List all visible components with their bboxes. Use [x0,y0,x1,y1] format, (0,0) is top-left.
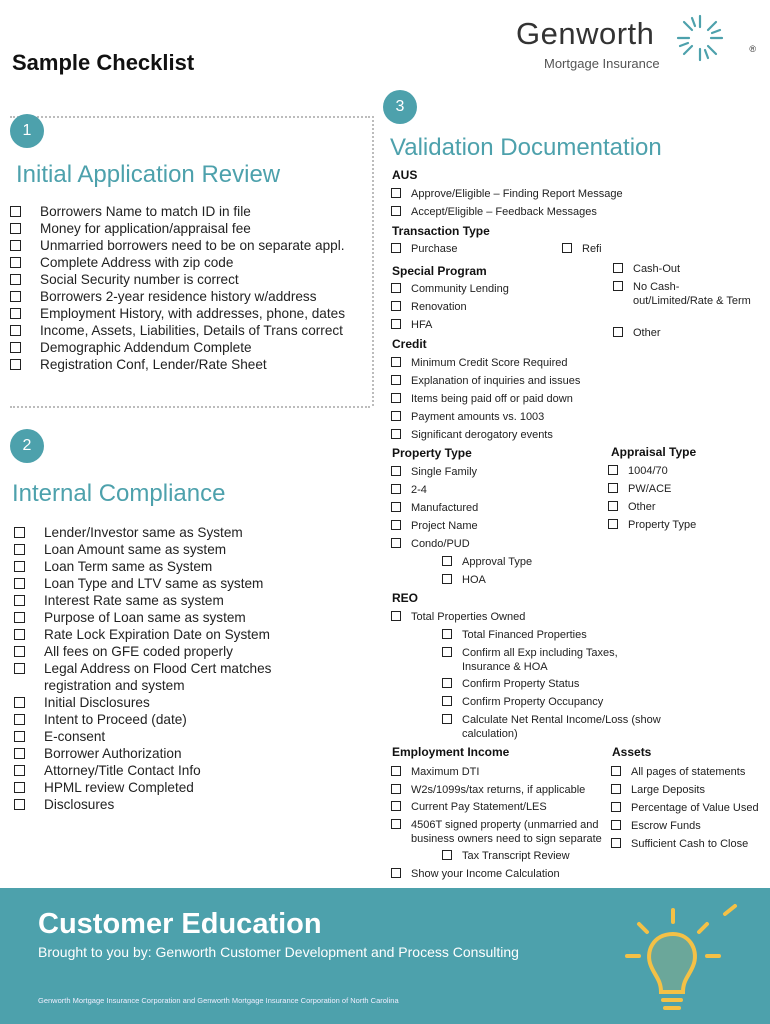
checkbox-icon[interactable] [442,647,452,657]
checklist-item-label: Complete Address with zip code [40,255,234,270]
checklist-item [14,796,334,813]
checklist-item [608,464,668,478]
checkbox-icon[interactable] [391,429,401,439]
checklist-item-label: Project Name [411,520,478,532]
checkbox-icon[interactable] [391,502,401,512]
checkbox-icon[interactable] [391,206,401,216]
checklist-item [391,519,478,533]
checklist-item-label: Unmarried borrowers need to be on separate appl. [40,238,345,253]
checklist-item [562,242,602,256]
checkbox-icon[interactable] [613,281,623,291]
checkbox-icon[interactable] [14,748,25,759]
checklist-item [391,501,478,515]
checkbox-icon[interactable] [611,784,621,794]
section-3-badge: 3 [383,90,417,124]
divider-vertical [372,116,374,406]
checklist-item [14,779,334,796]
checklist-item-label: Borrowers 2-year residence history w/address [40,289,317,304]
checklist-item [442,555,532,569]
checkbox-icon[interactable] [608,501,618,511]
checklist-item-label: Community Lending [411,283,509,295]
logo-wordmark: Genworth [516,16,655,51]
checklist-item [391,410,544,424]
checklist-item-label: Loan Term same as System [44,559,213,574]
section-3-heading: Validation Documentation [390,134,662,161]
checkbox-icon[interactable] [391,538,401,548]
checklist-item-label: Registration Conf, Lender/Rate Sheet [40,357,267,372]
checklist-item [10,203,370,220]
checklist-item-label: 1004/70 [628,465,668,477]
checkbox-icon[interactable] [391,243,401,253]
checkbox-icon[interactable] [14,646,25,657]
checkbox-icon[interactable] [14,612,25,623]
checklist-item [10,237,370,254]
checklist-item [14,558,334,575]
section-2-checklist [14,524,334,813]
checklist-item-label: HPML review Completed [44,780,194,795]
checklist-item-label: Sufficient Cash to Close [631,838,749,850]
checklist-item [391,318,432,332]
checkbox-icon[interactable] [10,206,21,217]
special-program-heading: Special Program [392,264,487,278]
transaction-type-heading: Transaction Type [392,224,490,238]
checklist-item [10,305,370,322]
checkbox-icon[interactable] [10,342,21,353]
checklist-item [391,242,457,256]
checklist-item-label: Single Family [411,466,478,478]
checkbox-icon[interactable] [391,283,401,293]
checkbox-icon[interactable] [391,801,401,811]
checkbox-icon[interactable] [391,375,401,385]
checkbox-icon[interactable] [611,802,621,812]
checklist-item-label: W2s/1099s/tax returns, if applicable [411,784,586,796]
checklist-item-label: Purpose of Loan same as system [44,610,246,625]
checklist-item-label: Explanation of inquiries and issues [411,375,581,387]
checklist-item [14,694,334,711]
checklist-item-label: HFA [411,319,433,331]
logo-subtitle: Mortgage Insurance [544,56,660,71]
checklist-item-label: Money for application/appraisal fee [40,221,251,236]
checklist-item [613,280,758,308]
genworth-starburst-icon [674,12,726,64]
checkbox-icon[interactable] [391,766,401,776]
checklist-item [442,628,587,642]
checklist-item-label: Large Deposits [631,784,705,796]
divider-mid-left [10,406,370,408]
footer-subtitle: Brought to you by: Genworth Customer Development and Process Consulting [38,944,519,960]
genworth-logo [516,10,756,72]
checkbox-icon[interactable] [391,188,401,198]
employment-income-heading: Employment Income [392,745,510,759]
checkbox-icon[interactable] [391,319,401,329]
checkbox-icon[interactable] [442,556,452,566]
checkbox-icon[interactable] [391,611,401,621]
checklist-item [391,300,467,314]
checklist-item-label: Disclosures [44,797,115,812]
checkbox-icon[interactable] [14,782,25,793]
checkbox-icon[interactable] [611,766,621,776]
checklist-item-label: Refi [582,243,602,255]
checklist-item-label: Income, Assets, Liabilities, Details of Trans correct [40,323,343,338]
checkbox-icon[interactable] [14,561,25,572]
checklist-item [442,573,486,587]
checkbox-icon[interactable] [14,731,25,742]
section-1-badge: 1 [10,114,44,148]
checkbox-icon[interactable] [10,274,21,285]
checkbox-icon[interactable] [442,574,452,584]
footer-title: Customer Education [38,908,322,940]
checklist-item [14,575,334,592]
checkbox-icon[interactable] [608,519,618,529]
section-1-checklist [10,203,370,373]
checklist-item-label: Legal Address on Flood Cert matches registration and system [44,661,272,693]
checkbox-icon[interactable] [442,629,452,639]
checkbox-icon[interactable] [14,544,25,555]
checkbox-icon[interactable] [14,765,25,776]
checklist-item [611,801,770,815]
checkbox-icon[interactable] [391,868,401,878]
checklist-item [14,728,334,745]
checkbox-icon[interactable] [14,799,25,810]
checklist-item-label: Calculate Net Rental Income/Loss (show calculation) [462,714,661,740]
checklist-item-label: Interest Rate same as system [44,593,224,608]
checkbox-icon[interactable] [391,520,401,530]
checklist-item [10,254,370,271]
checklist-item [608,482,671,496]
checkbox-icon[interactable] [14,663,25,674]
checklist-item [391,867,560,881]
customer-education-banner [0,888,770,1024]
checklist-item-label: Show your Income Calculation [411,868,560,880]
checklist-item-label: Initial Disclosures [44,695,150,710]
checkbox-icon[interactable] [442,850,452,860]
checklist-item [391,428,553,442]
aus-heading: AUS [392,168,418,182]
checklist-item [442,677,579,691]
checklist-item-label: All pages of statements [631,766,746,778]
checklist-item-label: Purchase [411,243,458,255]
checklist-item-label: Payment amounts vs. 1003 [411,411,545,423]
checklist-item-label: Property Type [628,519,697,531]
reo-heading: REO [392,591,419,605]
checkbox-icon[interactable] [14,578,25,589]
checklist-item [14,541,334,558]
checklist-item-label: Demographic Addendum Complete [40,340,252,355]
checklist-item-label: Escrow Funds [631,820,701,832]
checklist-item-label: Maximum DTI [411,766,480,778]
checklist-item-label: Manufactured [411,502,479,514]
checklist-item-label: Social Security number is correct [40,272,239,287]
checkbox-icon[interactable] [608,465,618,475]
checkbox-icon[interactable] [391,466,401,476]
checklist-item-label: Accept/Eligible – Feedback Messages [411,206,597,218]
checkbox-icon[interactable] [10,240,21,251]
checklist-item [10,322,370,339]
checkbox-icon[interactable] [14,629,25,640]
checklist-item [391,356,568,370]
checklist-item [10,271,370,288]
checklist-item-label: Current Pay Statement/LES [411,801,547,813]
checkbox-icon[interactable] [10,308,21,319]
checklist-item [611,819,770,833]
checkbox-icon[interactable] [10,325,21,336]
checklist-item [14,609,334,626]
checklist-item-label: Minimum Credit Score Required [411,357,568,369]
checklist-item [14,643,334,660]
checkbox-icon[interactable] [442,696,452,706]
checklist-item [611,837,770,851]
checklist-item [14,660,334,694]
checklist-item-label: Tax Transcript Review [462,850,570,862]
checklist-item-label: HOA [462,574,486,586]
checklist-item-label: Other [628,501,656,513]
checkbox-icon[interactable] [613,263,623,273]
checkbox-icon[interactable] [391,357,401,367]
checklist-item [14,626,334,643]
checklist-item [613,262,680,276]
checklist-item [391,800,547,814]
checklist-item-label: Approval Type [462,556,533,568]
section-1-heading: Initial Application Review [16,161,281,188]
checkbox-icon[interactable] [391,784,401,794]
checklist-item-label: Significant derogatory events [411,429,553,441]
checklist-item [391,765,479,779]
checklist-item-label: No Cash-out/Limited/Rate & Term [633,281,751,307]
property-type-heading: Property Type [392,446,472,460]
checklist-item [391,205,597,219]
checklist-item [10,339,370,356]
checklist-item [391,392,573,406]
checklist-item [391,483,427,497]
checkbox-icon[interactable] [442,678,452,688]
checklist-item [391,783,585,797]
checklist-item [391,465,477,479]
checklist-item [391,818,629,846]
checklist-item-label: Employment History, with addresses, phone, dates [40,306,345,321]
checklist-item-label: Loan Type and LTV same as system [44,576,264,591]
appraisal-type-heading: Appraisal Type [611,445,697,459]
checklist-item [14,592,334,609]
checklist-item-label: Condo/PUD [411,538,470,550]
checklist-item-label: E-consent [44,729,106,744]
checklist-item [613,326,661,340]
checklist-item-label: 4506T signed property (unmarried and business owners need to sign separate [411,819,602,845]
checkbox-icon[interactable] [391,301,401,311]
registered-mark: ® [749,44,756,54]
checkbox-icon[interactable] [14,527,25,538]
checkbox-icon[interactable] [10,291,21,302]
checkbox-icon[interactable] [10,359,21,370]
checklist-item [442,695,603,709]
checklist-item-label: Items being paid off or paid down [411,393,573,405]
section-2-heading: Internal Compliance [12,480,226,507]
divider-top-left [10,116,370,118]
checkbox-icon[interactable] [611,838,621,848]
page-title: Sample Checklist [12,50,195,75]
checkbox-icon[interactable] [611,820,621,830]
checkbox-icon[interactable] [391,484,401,494]
checklist-item-label: Percentage of Value Used [631,802,759,814]
checklist-item [10,356,370,373]
checkbox-icon[interactable] [562,243,572,253]
footer-legal: Genworth Mortgage Insurance Corporation and Genworth Mortgage Insurance Corporation of North Carolina [38,996,399,1005]
checklist-item-label: Confirm Property Occupancy [462,696,604,708]
checkbox-icon[interactable] [613,327,623,337]
checkbox-icon[interactable] [608,483,618,493]
checklist-item-label: PW/ACE [628,483,672,495]
checklist-item [608,518,696,532]
checklist-item [10,288,370,305]
checkbox-icon[interactable] [14,714,25,725]
checklist-item-label: Renovation [411,301,467,313]
checkbox-icon[interactable] [14,595,25,606]
checkbox-icon[interactable] [391,411,401,421]
checklist-item [442,849,570,863]
checklist-item-label: Borrower Authorization [44,746,182,761]
checklist-item-label: Attorney/Title Contact Info [44,763,201,778]
checklist-item-label: Borrowers Name to match ID in file [40,204,251,219]
checklist-item-label: Total Properties Owned [411,611,526,623]
checklist-item [14,762,334,779]
checklist-item-label: Lender/Investor same as System [44,525,243,540]
checklist-item [391,537,470,551]
checklist-item-label: Confirm Property Status [462,678,580,690]
checklist-item [391,374,580,388]
checklist-item [14,745,334,762]
checkbox-icon[interactable] [391,393,401,403]
checklist-item-label: Other [633,327,661,339]
checklist-item-label: Approve/Eligible – Finding Report Message [411,188,623,200]
checkbox-icon[interactable] [442,714,452,724]
checklist-item-label: Loan Amount same as system [44,542,227,557]
checklist-item-label: Cash-Out [633,263,681,275]
checklist-item [14,524,334,541]
checklist-item-label: 2-4 [411,484,427,496]
section-2-badge: 2 [10,429,44,463]
checkbox-icon[interactable] [14,697,25,708]
checklist-item-label: All fees on GFE coded properly [44,644,233,659]
checkbox-icon[interactable] [10,257,21,268]
checklist-item [14,711,334,728]
checklist-item-label: Total Financed Properties [462,629,587,641]
checkbox-icon[interactable] [10,223,21,234]
checklist-item [391,187,623,201]
lightbulb-icon [615,904,755,1022]
checklist-item [442,713,662,741]
checkbox-icon[interactable] [391,819,401,829]
checklist-item-label: Rate Lock Expiration Date on System [44,627,270,642]
checklist-item [608,500,656,514]
checklist-item [391,282,509,296]
assets-heading: Assets [612,745,652,759]
checklist-item [391,610,525,624]
checklist-item [10,220,370,237]
credit-heading: Credit [392,337,427,351]
checklist-item-label: Confirm all Exp including Taxes, Insurance & HOA [462,647,618,673]
checklist-item [442,646,652,674]
checklist-item [611,765,770,779]
checklist-item-label: Intent to Proceed (date) [44,712,187,727]
checklist-item [611,783,770,797]
